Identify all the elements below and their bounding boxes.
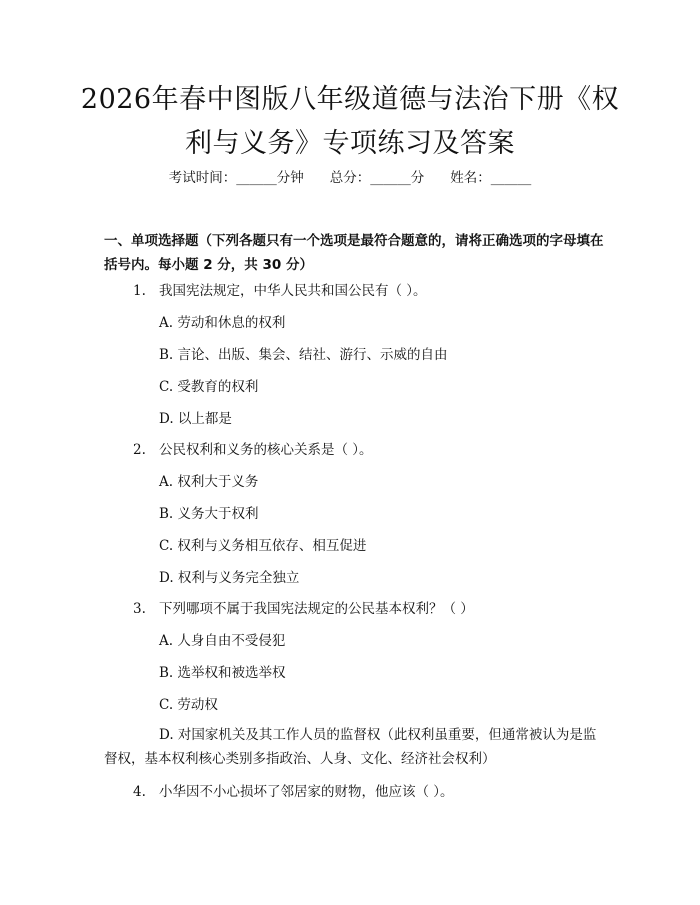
option-b: B. 义务大于权利	[159, 506, 259, 522]
exam-time-field: 考试时间：______分钟	[168, 170, 304, 186]
option-d: D. 以上都是	[159, 411, 232, 427]
question-stem: 下列哪项不属于我国宪法规定的公民基本权利？（ ）	[159, 601, 474, 617]
option-c: C. 权利与义务相互依存、相互促进	[159, 538, 367, 554]
question-stem: 我国宪法规定，中华人民共和国公民有（ ）。	[159, 283, 427, 299]
option-a: A. 权利大于义务	[159, 474, 259, 490]
student-name-field: 姓名：______	[450, 170, 532, 186]
option-c: C. 劳动权	[159, 697, 218, 713]
question-number: 4.	[133, 784, 146, 800]
option-b: B. 选举权和被选举权	[159, 665, 286, 681]
document-title: 2026年春中图版八年级道德与法治下册《权利与义务》专项练习及答案	[80, 84, 620, 159]
option-d: D. 权利与义务完全独立	[159, 570, 300, 586]
total-score-field: 总分：______分	[329, 170, 425, 186]
option-a: A. 劳动和休息的权利	[159, 315, 286, 331]
exam-info-line	[0, 168, 700, 188]
question-number: 1.	[133, 283, 146, 299]
option-c: C. 受教育的权利	[159, 379, 259, 395]
question-stem: 小华因不小心损坏了邻居家的财物，他应该（ ）。	[159, 784, 454, 800]
question-number: 3.	[133, 601, 146, 617]
option-b: B. 言论、出版、集会、结社、游行、示威的自由	[159, 347, 448, 363]
question-stem: 公民权利和义务的核心关系是（ ）。	[159, 442, 373, 458]
section-heading-single-choice: 一、单项选择题（下列各题只有一个选项是最符合题意的，请将正确选项的字母填在括号内。每小题 2 分，共 30 分）	[104, 233, 604, 273]
option-a: A. 人身自由不受侵犯	[159, 633, 286, 649]
question-number: 2.	[133, 442, 146, 458]
option-d: D. 对国家机关及其工作人员的监督权（此权利虽重要，但通常被认为是监督权，基本权利核心类别多指政治、人身、文化、经济社会权利）	[104, 727, 597, 767]
